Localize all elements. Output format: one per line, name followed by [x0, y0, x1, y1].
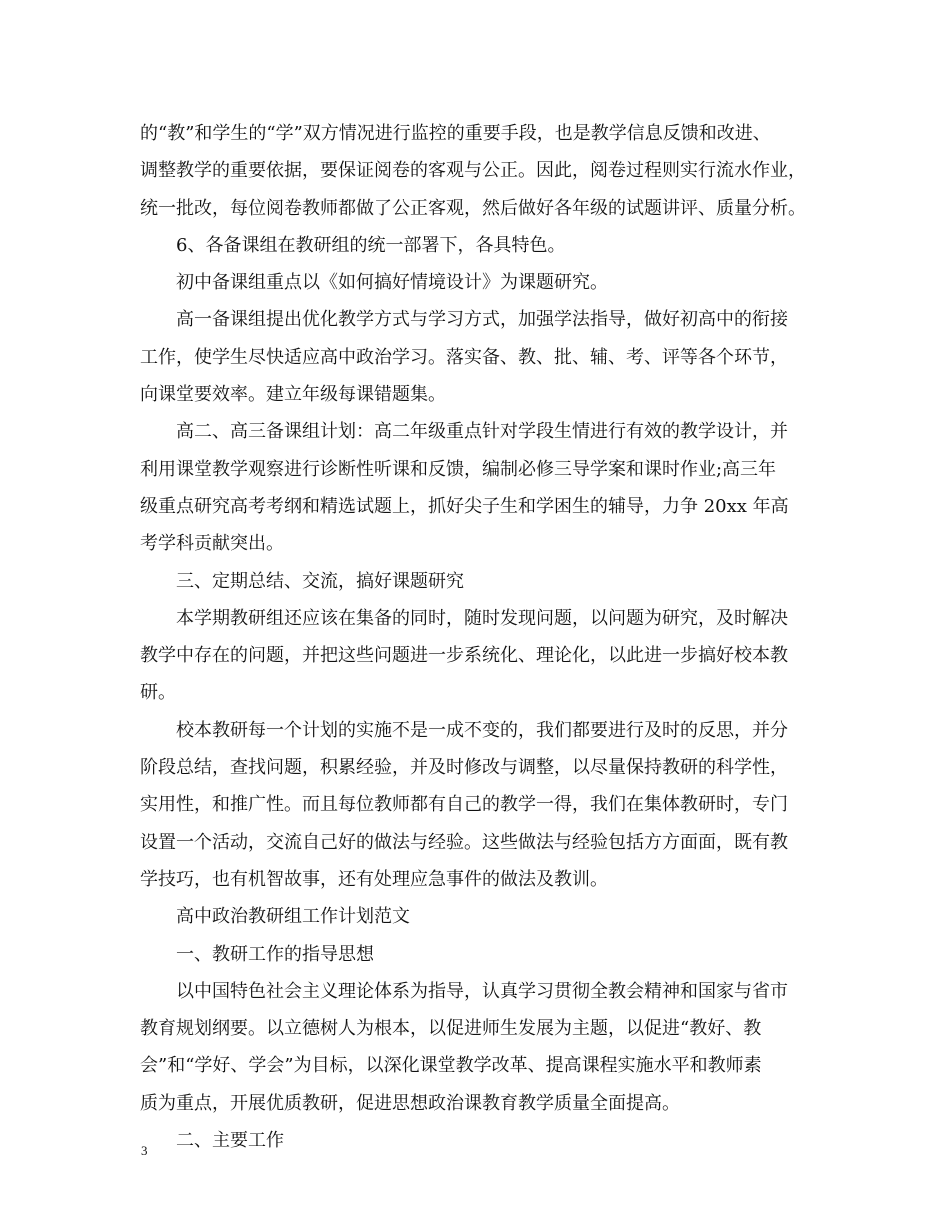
- document-body: [140, 115, 820, 1159]
- text-line: 研。: [140, 682, 176, 704]
- text-line: 6、各备课组在教研组的统一部署下，各具特色。: [176, 234, 566, 256]
- text-line: 利用课堂教学观察进行诊断性听课和反馈，编制必修三导学案和课时作业;高三年: [140, 458, 777, 480]
- text-line: 一、教研工作的指导思想: [176, 943, 374, 965]
- text-line: 向课堂要效率。建立年级每课错题集。: [140, 384, 446, 406]
- text-line: 三、定期总结、交流，搞好课题研究: [176, 570, 464, 592]
- text-line: 阶段总结，查找问题，积累经验，并及时修改与调整，以尽量保持教研的科学性，: [140, 757, 788, 779]
- text-line: 二、主要工作: [176, 1130, 284, 1152]
- text-line: 本学期教研组还应该在集备的同时，随时发现问题，以问题为研究，及时解决: [176, 607, 788, 629]
- text-line: 设置一个活动，交流自己好的做法与经验。这些做法与经验包括方方面面，既有教: [140, 831, 788, 853]
- text-line: 以中国特色社会主义理论体系为指导，认真学习贯彻全教会精神和国家与省市: [176, 980, 788, 1002]
- text-line: 高一备课组提出优化教学方式与学习方式，加强学法指导，做好初高中的衔接: [176, 309, 788, 331]
- text-line: 工作，使学生尽快适应高中政治学习。落实备、教、批、辅、考、评等各个环节，: [140, 346, 788, 368]
- text-line: 教育规划纲要。以立德树人为根本，以促进师生发展为主题，以促进“教好、教: [140, 1018, 762, 1040]
- text-line: 学技巧，也有机智故事，还有处理应急事件的做法及教训。: [140, 868, 608, 890]
- text-line: 质为重点，开展优质教研，促进思想政治课教育教学质量全面提高。: [140, 1092, 680, 1114]
- text-line: 初中备课组重点以《如何搞好情境设计》为课题研究。: [176, 272, 608, 294]
- text-line: 考学科贡献突出。: [140, 533, 284, 555]
- text-line: 高二、高三备课组计划：高二年级重点针对学段生情进行有效的教学设计，并: [176, 421, 788, 443]
- text-line: 高中政治教研组工作计划范文: [176, 906, 410, 928]
- text-line: 统一批改，每位阅卷教师都做了公正客观，然后做好各年级的试题讲评、质量分析。: [140, 197, 806, 219]
- text-line: 级重点研究高考考纲和精选试题上，抓好尖子生和学困生的辅导，力争 20xx 年高: [140, 495, 789, 517]
- text-line: 实用性，和推广性。而且每位教师都有自己的教学一得，我们在集体教研时，专门: [140, 794, 788, 816]
- text-line: 教学中存在的问题，并把这些问题进一步系统化、理论化，以此进一步搞好校本教: [140, 645, 788, 667]
- page-number: 3: [141, 1143, 148, 1158]
- text-line: 的“教”和学生的“学”双方情况进行监控的重要手段，也是教学信息反馈和改进、: [140, 123, 771, 144]
- text-line: 校本教研每一个计划的实施不是一成不变的，我们都要进行及时的反思，并分: [176, 719, 788, 741]
- text-line: 调整教学的重要依据，要保证阅卷的客观与公正。因此，阅卷过程则实行流水作业，: [140, 160, 806, 182]
- text-line: 会”和“学好、学会”为目标，以深化课堂教学改革、提高课程实施水平和教师素: [140, 1055, 762, 1077]
